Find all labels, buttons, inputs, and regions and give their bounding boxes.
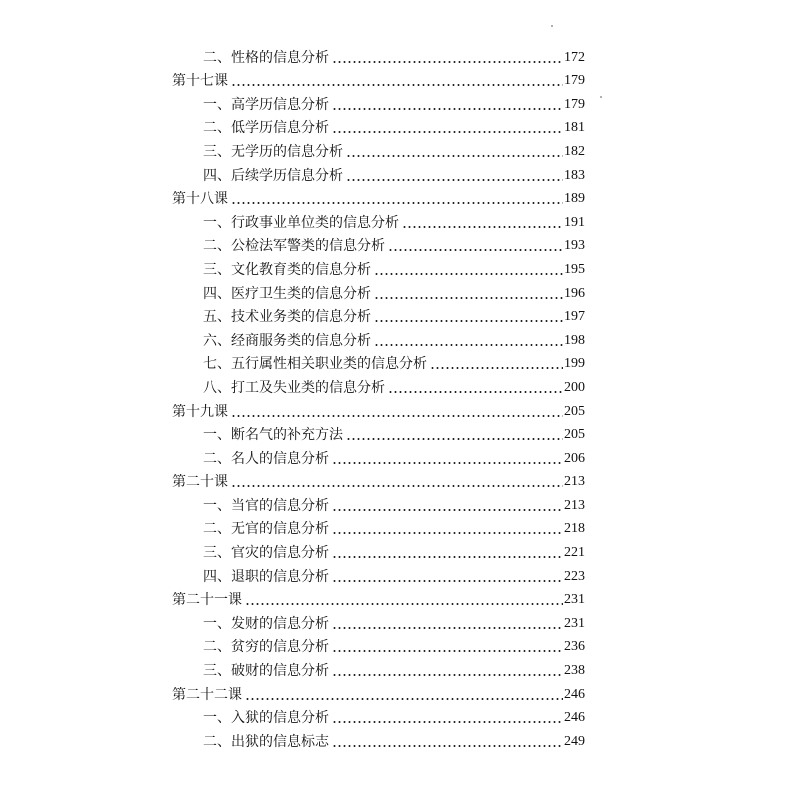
toc-section-entry xyxy=(0,421,590,445)
dot-leader xyxy=(245,603,563,605)
toc-section-entry xyxy=(0,491,590,515)
toc-entry-title: 一、行政事业单位类的信息分析 xyxy=(203,214,399,231)
dot-leader xyxy=(332,627,563,629)
toc-entry-title: 第十八课 xyxy=(172,191,228,208)
toc-page-number: 231 xyxy=(564,592,585,608)
toc-entry-title: 七、五行属性相关职业类的信息分析 xyxy=(203,356,427,373)
dot-leader xyxy=(374,273,563,275)
toc-entry-title: 第二十二课 xyxy=(172,686,242,703)
toc-page-number: 193 xyxy=(564,238,585,254)
toc-entry-title: 第二十一课 xyxy=(172,592,242,609)
toc-page-number: 221 xyxy=(564,545,585,561)
toc-entry-title: 四、退职的信息分析 xyxy=(203,568,329,585)
dot-leader xyxy=(332,509,563,511)
toc-page-number: 246 xyxy=(564,686,585,702)
toc-section-entry xyxy=(0,350,590,374)
toc-chapter-entry xyxy=(0,397,590,421)
toc-entry-title: 二、出狱的信息标志 xyxy=(203,733,329,750)
toc-section-entry xyxy=(0,114,590,138)
toc-entry-title: 第十九课 xyxy=(172,403,228,420)
toc-entry-title: 一、当官的信息分析 xyxy=(203,497,329,514)
toc-entry-title: 三、官灾的信息分析 xyxy=(203,545,329,562)
dot-leader xyxy=(332,556,563,558)
toc-chapter-entry xyxy=(0,680,590,704)
toc-page-number: 179 xyxy=(564,73,585,89)
toc-section-entry xyxy=(0,704,590,728)
dot-leader xyxy=(346,179,563,181)
toc-entry-title: 二、名人的信息分析 xyxy=(203,450,329,467)
toc-section-entry xyxy=(0,43,590,67)
toc-section-entry xyxy=(0,326,590,350)
toc-entry-title: 第二十课 xyxy=(172,474,228,491)
toc-page-number: 183 xyxy=(564,167,585,183)
toc-entry-title: 六、经商服务类的信息分析 xyxy=(203,332,371,349)
dot-leader xyxy=(332,674,563,676)
dot-leader xyxy=(374,344,563,346)
toc-section-entry xyxy=(0,373,590,397)
toc-entry-title: 五、技术业务类的信息分析 xyxy=(203,309,371,326)
dot-leader xyxy=(388,249,563,251)
dot-leader xyxy=(231,202,563,204)
toc-page-number: 181 xyxy=(564,120,585,136)
toc-page-number: 182 xyxy=(564,143,585,159)
dot-leader xyxy=(332,462,563,464)
dot-leader xyxy=(231,485,563,487)
dot-leader xyxy=(430,367,563,369)
dot-leader xyxy=(332,721,563,723)
toc-page-number: 199 xyxy=(564,356,585,372)
table-of-contents xyxy=(0,43,800,751)
toc-page-number: 198 xyxy=(564,332,585,348)
dot-leader xyxy=(374,320,563,322)
toc-chapter-entry xyxy=(0,185,590,209)
toc-section-entry xyxy=(0,515,590,539)
toc-page-number: 236 xyxy=(564,639,585,655)
toc-entry-title: 三、文化教育类的信息分析 xyxy=(203,261,371,278)
dot-leader xyxy=(332,532,563,534)
toc-section-entry xyxy=(0,562,590,586)
dot-leader xyxy=(231,415,563,417)
toc-entry-title: 二、公检法军警类的信息分析 xyxy=(203,238,385,255)
toc-page-number: 246 xyxy=(564,710,585,726)
toc-section-entry xyxy=(0,137,590,161)
toc-page-number: 238 xyxy=(564,663,585,679)
dot-leader xyxy=(332,580,563,582)
toc-page-number: 196 xyxy=(564,285,585,301)
dot-leader xyxy=(332,61,563,63)
toc-entry-title: 四、医疗卫生类的信息分析 xyxy=(203,285,371,302)
toc-entry-title: 一、断名气的补充方法 xyxy=(203,427,343,444)
dot-leader xyxy=(332,131,563,133)
toc-page-number: 213 xyxy=(564,474,585,490)
toc-page-number: 195 xyxy=(564,261,585,277)
toc-section-entry xyxy=(0,656,590,680)
dot-leader xyxy=(374,297,563,299)
toc-entry-title: 三、无学历的信息分析 xyxy=(203,143,343,160)
toc-chapter-entry xyxy=(0,468,590,492)
toc-page-number: 205 xyxy=(564,427,585,443)
dot-leader xyxy=(332,650,563,652)
toc-section-entry xyxy=(0,90,590,114)
toc-section-entry xyxy=(0,208,590,232)
toc-section-entry xyxy=(0,279,590,303)
toc-page-number: 197 xyxy=(564,309,585,325)
toc-page-number: 200 xyxy=(564,379,585,395)
toc-page-number: 205 xyxy=(564,403,585,419)
toc-entry-title: 二、性格的信息分析 xyxy=(203,49,329,66)
dot-leader xyxy=(346,155,563,157)
toc-page-number: 189 xyxy=(564,191,585,207)
toc-entry-title: 二、无官的信息分析 xyxy=(203,521,329,538)
toc-entry-title: 二、低学历信息分析 xyxy=(203,120,329,137)
toc-page-number: 213 xyxy=(564,497,585,513)
toc-entry-title: 一、入狱的信息分析 xyxy=(203,710,329,727)
toc-entry-title: 三、破财的信息分析 xyxy=(203,663,329,680)
toc-entry-title: 一、发财的信息分析 xyxy=(203,615,329,632)
toc-section-entry xyxy=(0,161,590,185)
toc-page-number: 191 xyxy=(564,214,585,230)
dot-leader xyxy=(402,226,563,228)
toc-section-entry xyxy=(0,303,590,327)
toc-page-number: 179 xyxy=(564,96,585,112)
toc-section-entry xyxy=(0,444,590,468)
toc-chapter-entry xyxy=(0,586,590,610)
dot-leader xyxy=(346,438,563,440)
dot-leader xyxy=(231,84,563,86)
toc-section-entry xyxy=(0,255,590,279)
toc-section-entry xyxy=(0,232,590,256)
toc-entry-title: 一、高学历信息分析 xyxy=(203,96,329,113)
toc-section-entry xyxy=(0,633,590,657)
toc-section-entry xyxy=(0,609,590,633)
toc-entry-title: 四、后续学历信息分析 xyxy=(203,167,343,184)
dot-leader xyxy=(388,391,563,393)
dot-leader xyxy=(332,108,563,110)
scan-speck xyxy=(551,25,553,27)
toc-page-number: 206 xyxy=(564,450,585,466)
toc-entry-title: 二、贫穷的信息分析 xyxy=(203,639,329,656)
toc-section-entry xyxy=(0,727,590,751)
toc-page-number: 218 xyxy=(564,521,585,537)
toc-chapter-entry xyxy=(0,67,590,91)
toc-page-number: 249 xyxy=(564,733,585,749)
toc-page-number: 172 xyxy=(564,49,585,65)
toc-entry-title: 八、打工及失业类的信息分析 xyxy=(203,379,385,396)
toc-section-entry xyxy=(0,538,590,562)
toc-page-number: 231 xyxy=(564,615,585,631)
dot-leader xyxy=(245,698,563,700)
toc-entry-title: 第十七课 xyxy=(172,73,228,90)
toc-page-number: 223 xyxy=(564,568,585,584)
dot-leader xyxy=(332,745,563,747)
